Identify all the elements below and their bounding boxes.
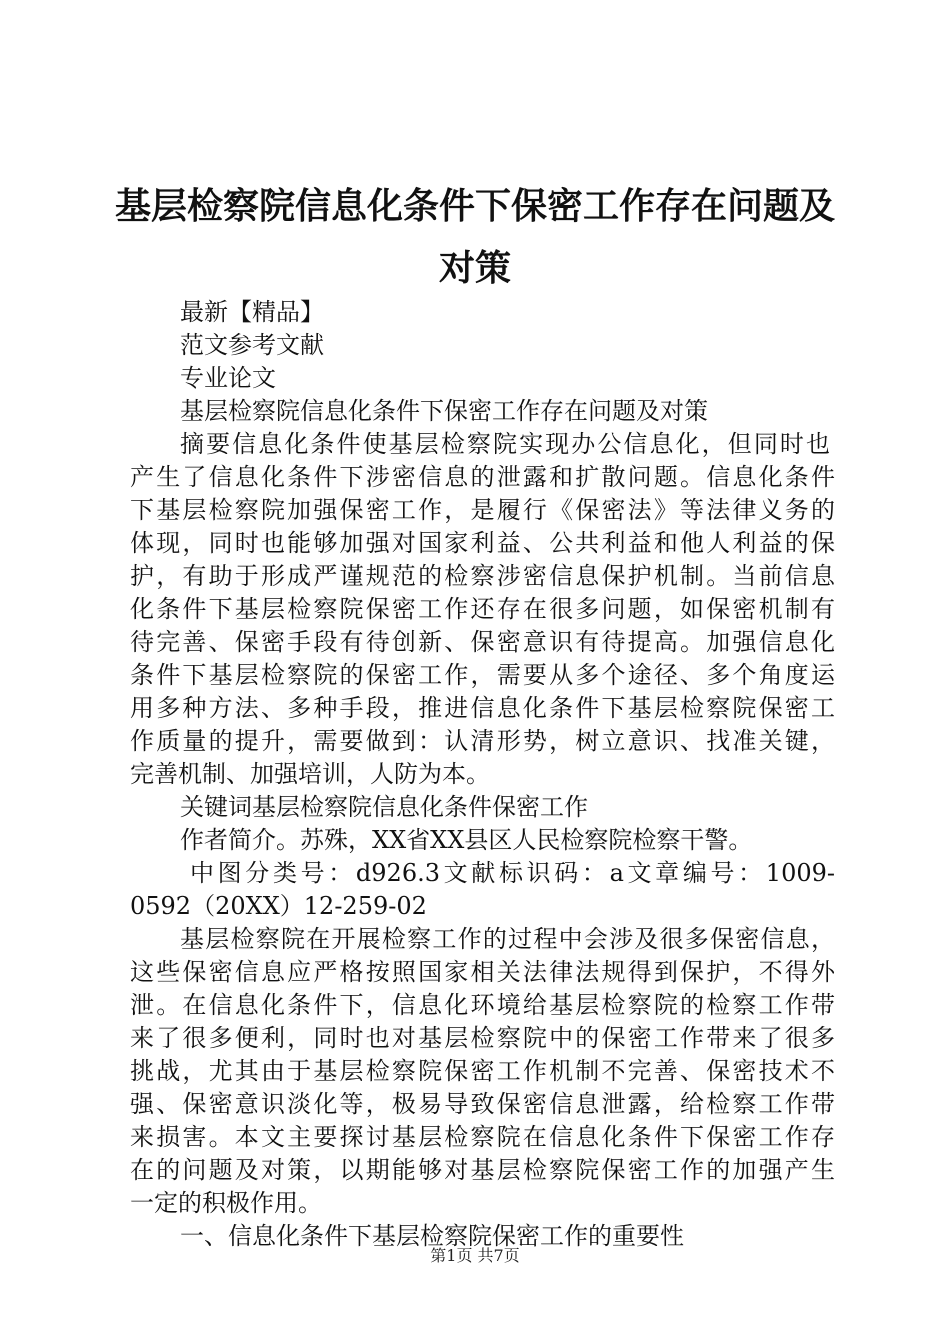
body-line: 基层检察院在开展检察工作的过程中会涉及很多保密信息，	[180, 925, 835, 953]
abstract-line: 条件下基层检察院的保密工作，需要从多个途径、多个角度运	[130, 661, 835, 689]
body-line: 强、保密意识淡化等，极易导致保密信息泄露，给检察工作带	[130, 1090, 835, 1118]
document-title-line-2: 对策	[438, 247, 511, 289]
abstract-line: 作质量的提升，需要做到：认清形势，树立意识、找准关键，	[130, 727, 835, 755]
page-footer: 第1页 共7页	[430, 1246, 520, 1265]
abstract-line: 待完善、保密手段有待创新、保密意识有待提高。加强信息化	[130, 628, 835, 656]
body-line: 在的问题及对策，以期能够对基层检察院保密工作的加强产生	[130, 1156, 835, 1184]
classification-line-2: 0592（20XX）12-259-02	[130, 892, 427, 920]
classification-line-1: 中图分类号：d926.3文献标识码：a文章编号：1009-	[190, 859, 835, 887]
meta-line-subtitle: 基层检察院信息化条件下保密工作存在问题及对策	[180, 397, 708, 425]
body-line: 这些保密信息应严格按照国家相关法律法规得到保护，不得外	[130, 958, 835, 986]
abstract-line: 产生了信息化条件下涉密信息的泄露和扩散问题。信息化条件	[130, 463, 835, 491]
meta-line-references: 范文参考文献	[180, 331, 324, 359]
body-line: 泄。在信息化条件下，信息化环境给基层检察院的检察工作带	[130, 991, 835, 1019]
abstract-line: 用多种方法、多种手段，推进信息化条件下基层检察院保密工	[130, 694, 835, 722]
abstract-line: 化条件下基层检察院保密工作还存在很多问题，如保密机制有	[130, 595, 835, 623]
meta-line-latest: 最新【精品】	[180, 298, 324, 326]
section-heading: 一、信息化条件下基层检察院保密工作的重要性	[180, 1222, 684, 1250]
abstract-line: 完善机制、加强培训，人防为本。	[130, 760, 490, 788]
author-line: 作者简介。苏殊，XX省XX县区人民检察院检察干警。	[180, 826, 753, 854]
keywords-line: 关键词基层检察院信息化条件保密工作	[180, 793, 588, 821]
document-title-line-1: 基层检察院信息化条件下保密工作存在问题及	[114, 185, 835, 227]
meta-line-paper-type: 专业论文	[180, 364, 276, 392]
body-line: 挑战，尤其由于基层检察院保密工作机制不完善、保密技术不	[130, 1057, 835, 1085]
abstract-line: 摘要信息化条件使基层检察院实现办公信息化，但同时也	[180, 430, 830, 458]
abstract-line: 下基层检察院加强保密工作，是履行《保密法》等法律义务的	[130, 496, 835, 524]
abstract-line: 护，有助于形成严谨规范的检察涉密信息保护机制。当前信息	[130, 562, 835, 590]
body-line: 一定的积极作用。	[130, 1189, 322, 1217]
body-line: 来损害。本文主要探讨基层检察院在信息化条件下保密工作存	[130, 1123, 835, 1151]
body-line: 来了很多便利，同时也对基层检察院中的保密工作带来了很多	[130, 1024, 835, 1052]
abstract-line: 体现，同时也能够加强对国家利益、公共利益和他人利益的保	[130, 529, 835, 557]
